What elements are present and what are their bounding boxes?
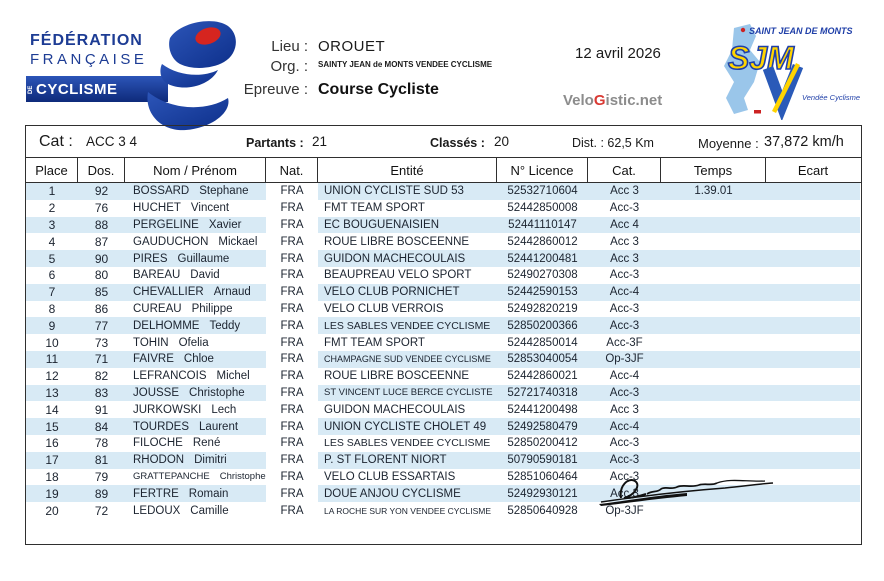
- cell-nationality: FRA: [280, 202, 304, 215]
- cell-licence: 52721740318: [497, 385, 588, 402]
- cell-time: [661, 250, 766, 267]
- cell-team: P. ST FLORENT NIORT: [318, 452, 497, 469]
- cell-place: 2: [48, 201, 56, 216]
- table-row: [26, 401, 861, 418]
- cat-label: Cat :: [39, 133, 73, 150]
- cell-category: Acc 3: [588, 183, 661, 200]
- cell-category: Acc-3: [609, 302, 640, 315]
- cell-licence: 52853040054: [497, 351, 588, 368]
- cell-nationality: FRA: [266, 250, 318, 267]
- cell-name: CHEVALLIER Arnaud: [125, 284, 266, 301]
- cell-licence: 52850200366: [497, 317, 588, 334]
- col-header-licence: N° Licence: [497, 158, 588, 182]
- cell-name: BAREAU David: [133, 269, 220, 282]
- partants-value: 21: [312, 134, 328, 149]
- cell-nationality: FRA: [280, 235, 304, 248]
- cell-gap: [766, 385, 860, 402]
- cell-place: 9: [26, 317, 78, 334]
- cell-place: 11: [26, 351, 78, 368]
- cell-licence: 52442850008: [507, 202, 578, 215]
- cell-category: Acc-3: [588, 452, 661, 469]
- cell-time: [661, 233, 766, 250]
- org-value: SAINTY JEAN de MONTS VENDEE CYCLISME: [318, 60, 493, 69]
- event-org-row: [240, 58, 570, 75]
- cell-team: UNION CYCLISTE SUD 53: [318, 183, 497, 200]
- sjm-town-label: SAINT JEAN DE MONTS: [749, 26, 853, 36]
- event-info: [240, 38, 570, 102]
- cell-time: [661, 452, 766, 469]
- cell-name: GAUDUCHON Mickael: [133, 235, 258, 248]
- cell-licence: 52850200412: [507, 437, 578, 450]
- cell-time: [661, 334, 766, 351]
- cat-value: ACC 3 4: [86, 134, 138, 149]
- cell-gap: [766, 401, 860, 418]
- cell-licence: 52490270308: [507, 269, 578, 282]
- ffc-federation-label: FÉDÉRATION: [30, 32, 143, 49]
- cell-licence: 52492820219: [507, 302, 578, 315]
- table-row: [26, 200, 861, 217]
- cell-team: ROUE LIBRE BOSCEENNE: [324, 235, 470, 248]
- table-row: [26, 250, 861, 267]
- cell-category: Op-3JF: [605, 504, 644, 517]
- table-row: [26, 267, 861, 284]
- lieu-value: OROUET: [318, 38, 386, 55]
- cell-place: 16: [45, 436, 59, 451]
- cell-time: [661, 368, 766, 385]
- cell-licence: 52442860021: [507, 370, 578, 383]
- table-row: [26, 183, 861, 200]
- cell-licence: 52441110147: [497, 217, 588, 234]
- cell-nationality: FRA: [266, 284, 318, 301]
- table-row: [26, 351, 861, 368]
- sjm-acronym: SJM: [728, 40, 794, 76]
- cell-gap: [766, 200, 860, 217]
- col-header-entite: Entité: [318, 158, 497, 182]
- cell-licence: 52851060464: [507, 470, 578, 483]
- col-header-cat: Cat.: [588, 158, 661, 182]
- cell-place: 7: [26, 284, 78, 301]
- cell-dossard: 71: [78, 351, 125, 368]
- cell-name: LEFRANCOIS Michel: [133, 370, 250, 383]
- cell-team: FMT TEAM SPORT: [324, 202, 425, 215]
- cell-dossard: 88: [78, 217, 125, 234]
- sjm-subtitle: Vendée Cyclisme: [802, 93, 861, 102]
- cell-team: BEAUPREAU VELO SPORT: [324, 269, 472, 282]
- cell-name: CUREAU Philippe: [133, 302, 233, 315]
- cell-time: 1.39.01: [661, 183, 766, 200]
- event-epreuve-row: [240, 81, 570, 99]
- cell-team: LES SABLES VENDEE CYCLISME: [318, 317, 497, 334]
- cell-category: Acc-3: [609, 269, 640, 282]
- cell-gap: [766, 368, 860, 385]
- cell-team: EC BOUGUENAISIEN: [318, 217, 497, 234]
- cell-time: [661, 200, 766, 217]
- cell-place: 4: [48, 234, 56, 249]
- col-header-ecart: Ecart: [797, 162, 829, 178]
- cell-place: 17: [26, 452, 78, 469]
- velogistic-suffix: istic.net: [605, 92, 663, 109]
- cell-place: 6: [48, 268, 56, 283]
- cell-name: JOUSSE Christophe: [125, 385, 266, 402]
- cell-place: 15: [26, 418, 78, 435]
- cell-place: 10: [45, 335, 59, 350]
- epreuve-value: Course Cycliste: [318, 81, 439, 98]
- event-lieu-row: [240, 38, 570, 55]
- cell-dossard: 82: [94, 369, 109, 384]
- cell-team: LES SABLES VENDEE CYCLISME: [324, 437, 491, 450]
- cell-team: VELO CLUB PORNICHET: [318, 284, 497, 301]
- cell-team: UNION CYCLISTE CHOLET 49: [318, 418, 497, 435]
- cell-gap: [766, 284, 860, 301]
- cell-licence: 52442860012: [507, 235, 578, 248]
- cell-category: Acc-3: [609, 202, 640, 215]
- table-row: [26, 217, 861, 234]
- cell-category: Acc-3: [609, 437, 640, 450]
- cell-licence: 52442850014: [507, 336, 578, 349]
- sjm-club-logo: [710, 20, 870, 120]
- cell-dossard: 89: [78, 485, 125, 502]
- cell-name: LEDOUX Camille: [133, 504, 229, 517]
- cell-dossard: 86: [94, 301, 109, 316]
- col-header-temps: Temps: [661, 158, 766, 182]
- cell-dossard: 87: [94, 234, 109, 249]
- cell-category: Acc 3: [610, 403, 639, 416]
- cell-dossard: 90: [78, 250, 125, 267]
- ffc-banner-de: DE: [28, 85, 34, 94]
- cell-licence: 52441200481: [497, 250, 588, 267]
- signature: [595, 468, 795, 508]
- race-summary-band: [26, 126, 861, 158]
- cell-dossard: 92: [78, 183, 125, 200]
- cell-licence: 52492580479: [497, 418, 588, 435]
- cell-place: 12: [45, 369, 59, 384]
- cell-gap: [766, 452, 860, 469]
- cell-name: PIRES Guillaume: [125, 250, 266, 267]
- cell-nationality: FRA: [266, 418, 318, 435]
- table-row: [26, 435, 861, 452]
- cell-team: GUIDON MACHECOULAIS: [318, 250, 497, 267]
- col-header-name: Nom / Prénom: [125, 158, 266, 182]
- cell-dossard: 83: [78, 385, 125, 402]
- cell-category: Acc-3F: [606, 336, 643, 349]
- cell-dossard: 80: [94, 268, 109, 283]
- cell-category: Acc 3: [610, 235, 639, 248]
- cell-team: DOUE ANJOU CYCLISME: [318, 485, 497, 502]
- cell-nationality: FRA: [280, 302, 304, 315]
- cell-gap: [766, 435, 860, 452]
- cell-nationality: FRA: [266, 351, 318, 368]
- cell-time: [661, 217, 766, 234]
- cell-nationality: FRA: [280, 470, 304, 483]
- org-label: Org. :: [270, 58, 308, 75]
- cell-nationality: FRA: [280, 370, 304, 383]
- cell-name: DELHOMME Teddy: [125, 317, 266, 334]
- cell-team: CHAMPAGNE SUD VENDEE CYCLISME: [318, 351, 497, 368]
- cell-gap: [766, 418, 860, 435]
- cell-gap: [766, 183, 860, 200]
- cell-name: RHODON Dimitri: [125, 452, 266, 469]
- cell-dossard: 81: [78, 452, 125, 469]
- partants-label: Partants :: [246, 136, 304, 150]
- moyenne-label: Moyenne :: [698, 136, 759, 151]
- cell-nationality: FRA: [280, 403, 304, 416]
- velogistic-prefix: Velo: [563, 92, 594, 109]
- velogistic-brand: [563, 92, 662, 109]
- table-row: [26, 368, 861, 385]
- distance-text: Dist. : 62,5 Km: [572, 136, 654, 150]
- table-row: [26, 418, 861, 435]
- cell-nationality: FRA: [266, 317, 318, 334]
- cell-time: [661, 418, 766, 435]
- cell-name: PERGELINE Xavier: [125, 217, 266, 234]
- cell-gap: [766, 301, 860, 318]
- cell-dossard: 72: [94, 503, 109, 518]
- cell-category: Acc 4: [588, 217, 661, 234]
- cell-category: Acc-4: [588, 418, 661, 435]
- cell-team: VELO CLUB VERROIS: [324, 302, 444, 315]
- cell-name: FAIVRE Chloe: [125, 351, 266, 368]
- cell-dossard: 79: [94, 469, 109, 484]
- cell-nationality: FRA: [266, 485, 318, 502]
- cell-licence: 52492930121: [497, 485, 588, 502]
- cell-team: ST VINCENT LUCE BERCE CYCLISTE: [318, 385, 497, 402]
- cell-time: [661, 284, 766, 301]
- cell-place: 14: [45, 402, 59, 417]
- cell-gap: [766, 250, 860, 267]
- cell-gap: [766, 334, 860, 351]
- table-row: [26, 452, 861, 469]
- cell-category: Acc-3: [588, 317, 661, 334]
- table-row: [26, 301, 861, 318]
- cell-nationality: FRA: [280, 336, 304, 349]
- table-row: [26, 317, 861, 334]
- cell-place: 20: [45, 503, 59, 518]
- cell-place: 8: [48, 301, 56, 316]
- cell-licence: 52441200498: [507, 403, 578, 416]
- cell-gap: [766, 317, 860, 334]
- table-row: [26, 233, 861, 250]
- cell-licence: 52850640928: [507, 504, 578, 517]
- table-row: [26, 385, 861, 402]
- cell-nationality: FRA: [266, 217, 318, 234]
- cell-dossard: 91: [94, 402, 109, 417]
- lieu-label: Lieu :: [271, 38, 308, 55]
- cell-name: GRATTEPANCHE Christophe: [133, 471, 266, 483]
- cell-nationality: FRA: [266, 183, 318, 200]
- cell-place: 19: [26, 485, 78, 502]
- ffc-cyclist-swoosh-icon: [136, 18, 240, 136]
- cell-name: TOHIN Ofelia: [133, 336, 209, 349]
- ffc-francaise-label: FRANÇAISE: [30, 51, 148, 68]
- table-row: [26, 284, 861, 301]
- cell-category: Acc-3: [588, 385, 661, 402]
- cell-place: 3: [26, 217, 78, 234]
- cell-gap: [766, 217, 860, 234]
- cell-place: 13: [26, 385, 78, 402]
- cell-time: [661, 267, 766, 284]
- cell-team: GUIDON MACHECOULAIS: [324, 403, 466, 416]
- cell-dossard: 73: [94, 335, 109, 350]
- cell-team: VELO CLUB ESSARTAIS: [324, 470, 456, 483]
- cell-dossard: 76: [94, 201, 109, 216]
- cell-team: FMT TEAM SPORT: [324, 336, 425, 349]
- cell-time: [661, 351, 766, 368]
- cell-time: [661, 401, 766, 418]
- cell-category: Acc 3: [588, 250, 661, 267]
- cell-time: [661, 385, 766, 402]
- cell-name: HUCHET Vincent: [133, 202, 230, 215]
- cell-name: FILOCHE René: [133, 437, 221, 450]
- cell-team: LA ROCHE SUR YON VENDEE CYCLISME: [324, 505, 492, 516]
- cell-nationality: FRA: [266, 385, 318, 402]
- sjm-red-mark-icon: [754, 110, 761, 114]
- ffc-banner-cyclisme: CYCLISME: [36, 80, 118, 98]
- table-header-row: [26, 158, 861, 183]
- epreuve-label: Epreuve :: [243, 81, 308, 98]
- cell-category: Acc-4: [609, 370, 640, 383]
- cell-dossard: 85: [78, 284, 125, 301]
- cell-dossard: 78: [94, 436, 109, 451]
- cell-licence: 50790590181: [497, 452, 588, 469]
- cell-team: ROUE LIBRE BOSCEENNE: [324, 370, 470, 383]
- cell-category: Op-3JF: [588, 351, 661, 368]
- col-header-dossard: Dos.: [78, 158, 125, 182]
- cell-nationality: FRA: [280, 504, 304, 517]
- col-header-nat: Nat.: [266, 158, 318, 182]
- cell-place: 1: [26, 183, 78, 200]
- cell-place: 5: [26, 250, 78, 267]
- cell-name: JURKOWSKI Lech: [133, 403, 237, 416]
- cell-name: FERTRE Romain: [125, 485, 266, 502]
- cell-time: [661, 317, 766, 334]
- cell-licence: 52442590153: [497, 284, 588, 301]
- ffc-logo: [30, 24, 230, 120]
- cell-category: Acc-4: [588, 284, 661, 301]
- classes-value: 20: [494, 134, 510, 149]
- cell-category: Acc-3: [609, 470, 640, 483]
- table-row: [26, 334, 861, 351]
- cell-place: 18: [45, 469, 59, 484]
- sjm-red-dot-icon: [741, 28, 745, 32]
- cell-time: [661, 435, 766, 452]
- cell-gap: [766, 267, 860, 284]
- cell-gap: [766, 351, 860, 368]
- cell-licence: 52532710604: [497, 183, 588, 200]
- cell-time: [661, 301, 766, 318]
- cell-name: BOSSARD Stephane: [125, 183, 266, 200]
- ffc-logo-text: [30, 32, 147, 68]
- cell-dossard: 77: [78, 317, 125, 334]
- cell-dossard: 84: [78, 418, 125, 435]
- col-header-place: Place: [26, 158, 78, 182]
- cell-gap: [766, 233, 860, 250]
- classes-label: Classés :: [430, 136, 485, 150]
- cell-nationality: FRA: [266, 452, 318, 469]
- event-date: 12 avril 2026: [575, 45, 661, 62]
- velogistic-g: G: [593, 92, 606, 109]
- cell-name: TOURDES Laurent: [125, 418, 266, 435]
- cell-nationality: FRA: [280, 269, 304, 282]
- cell-category: Acc 3: [588, 485, 661, 502]
- cell-nationality: FRA: [280, 437, 304, 450]
- moyenne-value: 37,872 km/h: [764, 134, 844, 150]
